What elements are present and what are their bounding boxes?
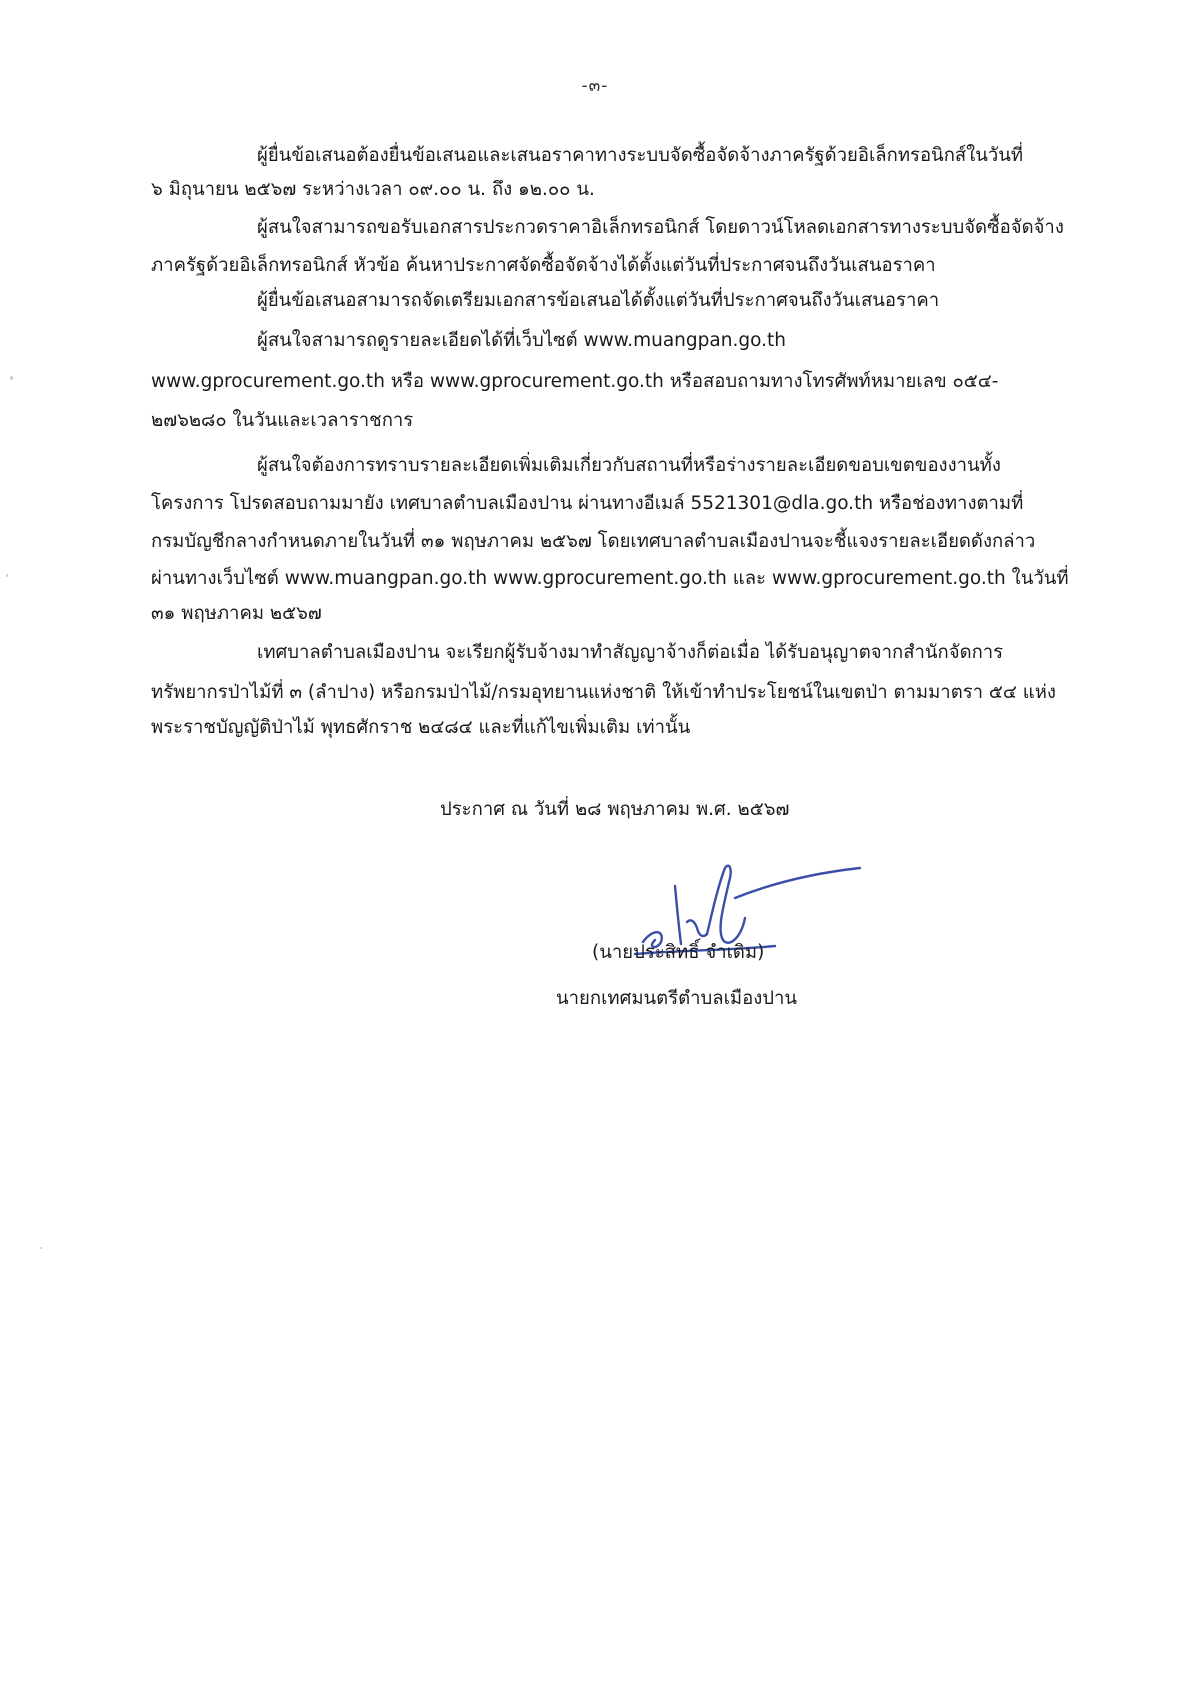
paragraph-6-line-3: พระราชบัญญัติป่าไม้ พุทธศักราช ๒๔๘๔ และที่แก้ไขเพิ่มเติม เท่านั้น [151,717,691,738]
paragraph-2-line-2: ภาครัฐด้วยอิเล็กทรอนิกส์ หัวข้อ ค้นหาประกาศจัดซื้อจัดจ้างได้ตั้งแต่วันที่ประกาศจนถึงวันเสนอราคา [151,255,936,276]
paragraph-5-line-5: ๓๑ พฤษภาคม ๒๕๖๗ [151,603,322,624]
announcement-date: ประกาศ ณ วันที่ ๒๘ พฤษภาคม พ.ศ. ๒๕๖๗ [440,799,790,820]
paragraph-1-line-2: ๖ มิถุนายน ๒๕๖๗ ระหว่างเวลา ๐๙.๐๐ น. ถึง ๑๒.๐๐ น. [151,179,595,200]
paragraph-5-line-2: โครงการ โปรดสอบถามมายัง เทศบาลตำบลเมืองปาน ผ่านทางอีเมล์ 5521301@dla.go.th หรือช่องทางตามที่ [151,493,1024,514]
paragraph-5-line-3: กรมบัญชีกลางกำหนดภายในวันที่ ๓๑ พฤษภาคม ๒๕๖๗ โดยเทศบาลตำบลเมืองปานจะชี้แจงรายละเอียดดังกล่าว [151,531,1036,552]
scan-speck [10,376,13,380]
paragraph-2-line-1: ผู้สนใจสามารถขอรับเอกสารประกวดราคาอิเล็กทรอนิกส์ โดยดาวน์โหลดเอกสารทางระบบจัดซื้อจัดจ้าง [257,217,1064,238]
paragraph-1-line-1: ผู้ยื่นข้อเสนอต้องยื่นข้อเสนอและเสนอราคาทางระบบจัดซื้อจัดจ้างภาครัฐด้วยอิเล็กทรอนิกส์ในวันที่ [257,145,1024,166]
paragraph-4-line-1: ผู้สนใจสามารถดูรายละเอียดได้ที่เว็บไซต์ www.muangpan.go.th [257,330,786,351]
paragraph-6-line-2: ทรัพยากรป่าไม้ที่ ๓ (ลำปาง) หรือกรมป่าไม้/กรมอุทยานแห่งชาติ ให้เข้าทำประโยชน์ในเขตป่า ตามมาตรา ๕๔ แห่ง [151,682,1056,703]
paragraph-4-line-3: ๒๗๖๒๘๐ ในวันและเวลาราชการ [151,410,414,431]
paragraph-3-line-1: ผู้ยื่นข้อเสนอสามารถจัดเตรียมเอกสารข้อเสนอได้ตั้งแต่วันที่ประกาศจนถึงวันเสนอราคา [257,290,940,311]
signer-title: นายกเทศมนตรีตำบลเมืองปาน [556,988,798,1009]
scan-speck [40,1247,42,1249]
paragraph-4-line-2: www.gprocurement.go.th หรือ www.gprocurement.go.th หรือสอบถามทางโทรศัพท์หมายเลข ๐๕๔- [151,371,999,392]
signer-name: (นายประสิทธิ์ จำเดิม) [592,942,765,963]
paragraph-6-line-1: เทศบาลตำบลเมืองปาน จะเรียกผู้รับจ้างมาทำสัญญาจ้างก็ต่อเมื่อ ได้รับอนุญาตจากสำนักจัดการ [257,642,1004,663]
scan-speck [6,574,8,577]
page-number: -๓- [581,76,609,96]
paragraph-5-line-4: ผ่านทางเว็บไซต์ www.muangpan.go.th www.gprocurement.go.th และ www.gprocurement.go.th ในวันที่ [151,568,1069,589]
paragraph-5-line-1: ผู้สนใจต้องการทราบรายละเอียดเพิ่มเติมเกี่ยวกับสถานที่หรือร่างรายละเอียดขอบเขตของงานทั้ง [257,455,1001,476]
